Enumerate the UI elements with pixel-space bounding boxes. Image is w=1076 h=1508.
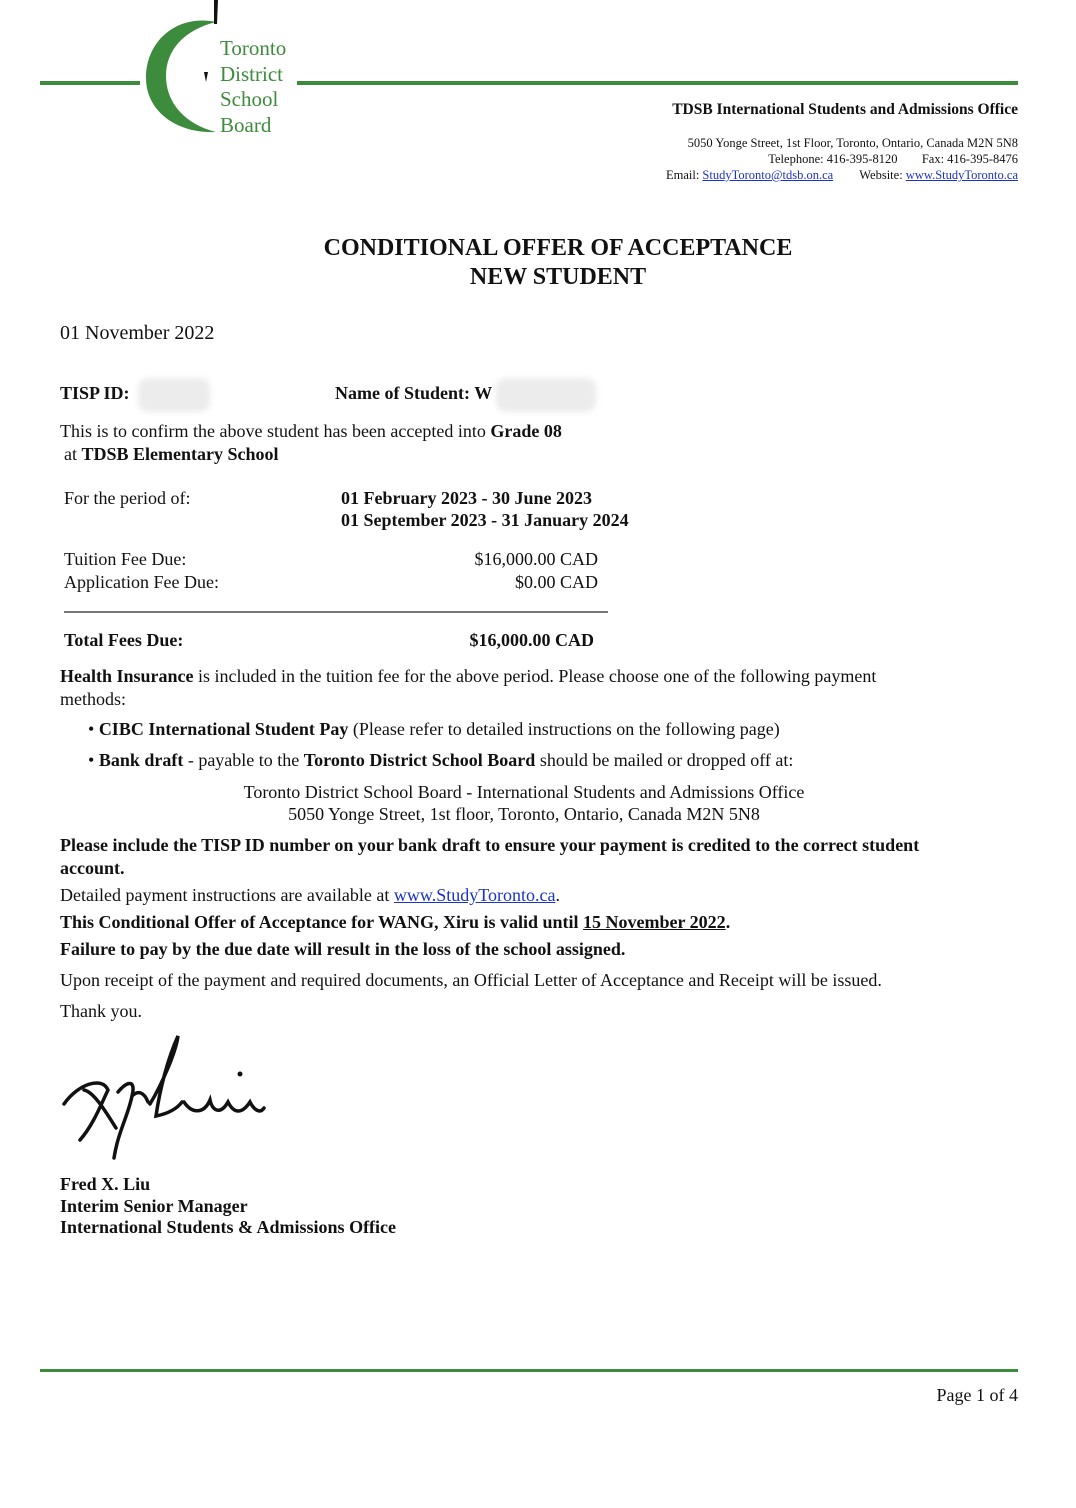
health-bold: Health Insurance: [60, 666, 194, 686]
thank-you: Thank you.: [60, 1001, 142, 1021]
email-link[interactable]: StudyToronto@tdsb.on.ca: [702, 168, 834, 182]
application-label: Application Fee Due:: [64, 572, 219, 592]
valid-date: 15 November 2022: [583, 912, 726, 932]
office-title: TDSB International Students and Admissions Office: [672, 101, 1018, 118]
tdsb-logo: [138, 0, 308, 140]
phone-fax-line: [768, 152, 1018, 167]
at-word: at: [64, 444, 77, 464]
telephone-number: 416-395-8120: [826, 152, 898, 166]
valid-until-line: [60, 912, 730, 933]
include-tisp-notice: [60, 834, 919, 880]
signatory-name: Fred X. Liu: [60, 1174, 151, 1194]
title-line-1: CONDITIONAL OFFER OF ACCEPTANCE: [323, 235, 793, 261]
bullet-icon: •: [88, 719, 95, 739]
period-label: For the period of:: [64, 488, 191, 508]
website-link[interactable]: www.StudyToronto.ca: [905, 168, 1018, 182]
draft-text-end: should be mailed or dropped off at:: [539, 750, 794, 770]
office-address: 5050 Yonge Street, 1st Floor, Toronto, Ontario, Canada M2N 5N8: [687, 136, 1018, 150]
total-label: Total Fees Due:: [64, 630, 184, 650]
total-value: $16,000.00 CAD: [469, 630, 594, 650]
details-text: Detailed payment instructions are available at: [60, 885, 390, 905]
payment-option-cibc: [88, 719, 780, 740]
page-number: Page 1 of 4: [936, 1385, 1018, 1405]
school-line: [64, 444, 279, 465]
signatory-title: Interim Senior Manager: [60, 1195, 248, 1216]
health-text: is included in the tuition fee for the above period. Please choose one of the following payment: [198, 666, 877, 686]
telephone-label: Telephone:: [768, 152, 824, 166]
student-name-row: [335, 378, 596, 412]
details-line: [60, 885, 560, 906]
include-line-2: account.: [60, 858, 125, 878]
mailing-address: [0, 781, 1048, 825]
apple-logo-icon: [138, 0, 228, 140]
tisp-id-row: [60, 378, 210, 412]
fax-number: 416-395-8476: [947, 152, 1018, 166]
include-line-1: Please include the TISP ID number on your bank draft to ensure your payment is credited to the correct student: [60, 835, 920, 855]
document-title: [0, 234, 1076, 292]
health-text-2: methods:: [60, 689, 126, 709]
bullet-icon: •: [88, 750, 95, 770]
confirm-text: This is to confirm the above student has been accepted into: [60, 421, 486, 441]
fees-divider: [64, 611, 608, 613]
fax-label: Fax:: [921, 152, 945, 166]
student-name-initial: W: [474, 383, 492, 404]
valid-period: .: [725, 912, 731, 932]
confirm-line: [60, 421, 562, 442]
logo-line: Board: [220, 112, 272, 137]
school-name: TDSB Elementary School: [81, 444, 279, 464]
mailing-line-2: 5050 Yonge Street, 1st floor, Toronto, Ontario, Canada M2N 5N8: [288, 804, 760, 824]
grade: Grade 08: [490, 421, 562, 441]
email-label: Email:: [665, 168, 700, 182]
cibc-text: (Please refer to detailed instructions on the following page): [352, 719, 780, 739]
signatory-block: [60, 1174, 396, 1239]
footer-rule: [40, 1369, 1018, 1372]
header-rule-right: [297, 81, 1018, 85]
tisp-id-label: TISP ID:: [60, 383, 130, 404]
details-period: .: [555, 885, 560, 905]
tuition-value: $16,000.00 CAD: [474, 549, 598, 569]
study-toronto-link[interactable]: www.StudyToronto.ca: [393, 885, 556, 905]
letter-date: 01 November 2022: [60, 322, 215, 344]
title-line-2: NEW STUDENT: [469, 264, 647, 290]
student-name-label: Name of Student:: [335, 383, 470, 404]
signatory-office: International Students & Admissions Office: [60, 1217, 397, 1237]
valid-text: This Conditional Offer of Acceptance for WANG, Xiru is valid until: [60, 912, 579, 932]
header-rule-left: [40, 81, 140, 85]
tuition-label: Tuition Fee Due:: [64, 549, 187, 569]
cibc-bold: CIBC International Student Pay: [98, 719, 349, 739]
logo-wordmark: [220, 36, 286, 138]
draft-board: Toronto District School Board: [303, 750, 536, 770]
receipt-notice: Upon receipt of the payment and required documents, an Official Letter of Acceptance and Receipt will be issued.: [60, 970, 882, 990]
tisp-id-redacted: [138, 378, 210, 412]
payment-option-bank-draft: [88, 750, 793, 771]
website-label: Website:: [859, 168, 903, 182]
mailing-line-1: Toronto District School Board - International Students and Admissions Office: [243, 782, 805, 802]
logo-line: District: [220, 61, 283, 86]
student-name-redacted: [496, 378, 596, 412]
signature-image: [58, 1032, 278, 1162]
draft-bold: Bank draft: [98, 750, 184, 770]
failure-notice: Failure to pay by the due date will result in the loss of the school assigned.: [60, 939, 626, 959]
period-range-2: 01 September 2023 - 31 January 2024: [341, 510, 629, 530]
period-range-1: 01 February 2023 - 30 June 2023: [341, 488, 592, 508]
email-web-line: [666, 168, 1018, 183]
draft-text: - payable to the: [187, 750, 300, 770]
logo-line: Toronto: [220, 36, 287, 60]
health-paragraph: [60, 665, 876, 711]
logo-line: School: [220, 87, 279, 111]
application-value: $0.00 CAD: [514, 572, 598, 592]
